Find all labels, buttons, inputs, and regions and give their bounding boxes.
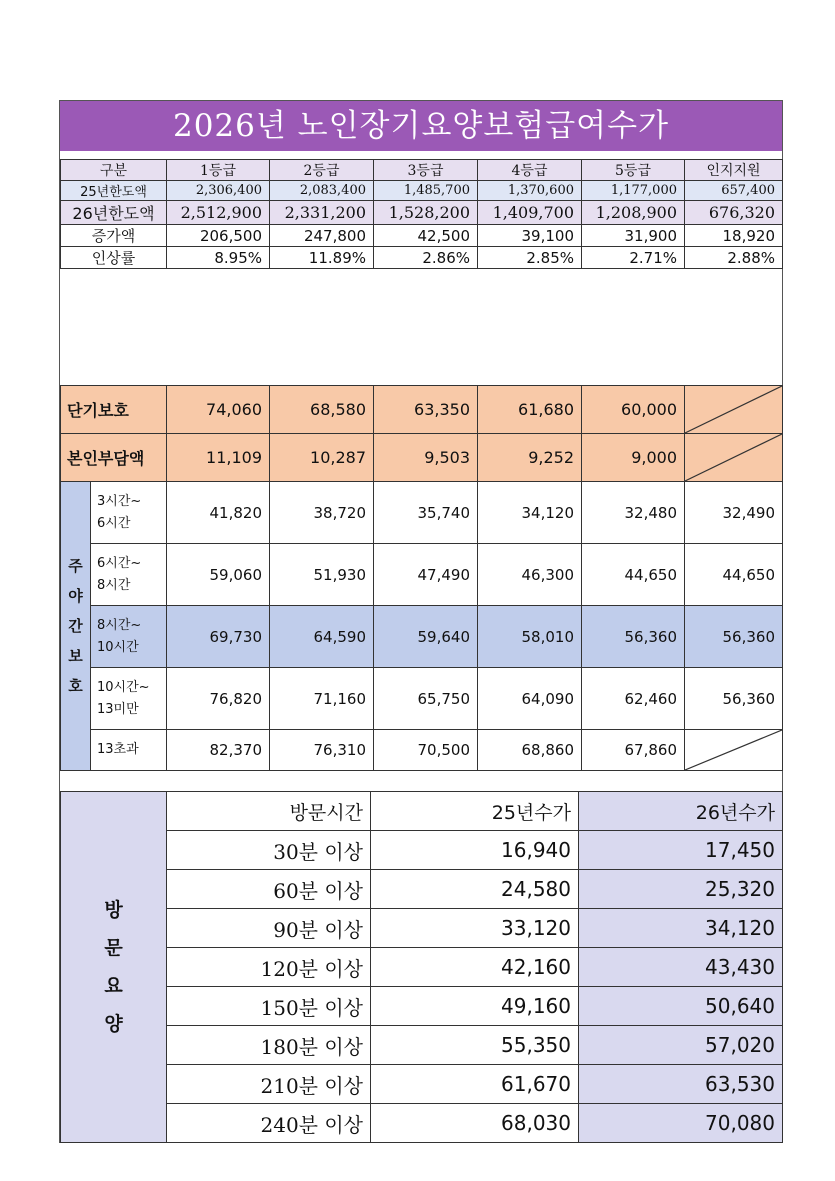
label-char: 보 <box>68 647 83 665</box>
table-cell: 59,640 <box>374 606 478 668</box>
table-cell: 76,820 <box>167 668 270 730</box>
table-cell: 11,109 <box>167 434 270 482</box>
table-row <box>61 247 783 269</box>
table-cell: 34,120 <box>478 482 582 544</box>
table-cell: 2,306,400 <box>167 181 270 201</box>
table-row <box>61 1026 783 1065</box>
table-row <box>61 181 783 201</box>
visit-time-cell: 150분 이상 <box>167 987 371 1026</box>
table-cell: 18,920 <box>685 225 783 247</box>
visit-time-cell: 180분 이상 <box>167 1026 371 1065</box>
label-char: 주 <box>68 557 83 575</box>
table-header-row <box>61 160 783 181</box>
visit-time-cell: 90분 이상 <box>167 909 371 948</box>
home-visit-care-label <box>61 792 167 1143</box>
header-cell: 26년수가 <box>579 792 783 831</box>
table-cell: 56,360 <box>685 606 783 668</box>
table-cell: 1,208,900 <box>582 201 685 225</box>
table-row <box>61 225 783 247</box>
table-cell: 61,670 <box>371 1065 579 1104</box>
table-header-row <box>61 792 783 831</box>
header-cell: 방문시간 <box>167 792 371 831</box>
row-label: 26년한도액 <box>61 201 167 225</box>
diagonal-line <box>685 730 782 770</box>
visit-time-cell: 120분 이상 <box>167 948 371 987</box>
empty-diagonal-cell <box>685 386 783 434</box>
table-cell: 44,650 <box>582 544 685 606</box>
label-line: 13미만 <box>97 701 139 717</box>
table-cell: 25,320 <box>579 870 783 909</box>
table-cell: 55,350 <box>371 1026 579 1065</box>
table-cell: 64,590 <box>270 606 374 668</box>
table-cell: 2.85% <box>478 247 582 269</box>
header-cell: 2등급 <box>270 160 374 181</box>
table-cell: 1,177,000 <box>582 181 685 201</box>
table-cell: 9,000 <box>582 434 685 482</box>
table-cell: 43,430 <box>579 948 783 987</box>
table-cell: 56,360 <box>582 606 685 668</box>
table-cell: 63,350 <box>374 386 478 434</box>
table-cell: 69,730 <box>167 606 270 668</box>
label-char: 방 <box>104 899 123 921</box>
table-cell: 247,800 <box>270 225 374 247</box>
table-row <box>61 544 783 606</box>
label-char: 요 <box>104 975 123 997</box>
table-cell: 42,500 <box>374 225 478 247</box>
table-row-highlighted <box>61 606 783 668</box>
table-cell: 2.86% <box>374 247 478 269</box>
table-cell: 2,083,400 <box>270 181 374 201</box>
label-line: 10시간~ <box>97 679 150 695</box>
table-row <box>61 668 783 730</box>
table-cell: 32,490 <box>685 482 783 544</box>
table-cell: 2,512,900 <box>167 201 270 225</box>
table-cell: 49,160 <box>371 987 579 1026</box>
row-label: 본인부담액 <box>61 434 167 482</box>
table-cell: 68,860 <box>478 730 582 771</box>
header-cell: 인지지원 <box>685 160 783 181</box>
label-line: 8시간~ <box>97 617 142 633</box>
table-cell: 68,580 <box>270 386 374 434</box>
care-fee-table <box>60 385 783 771</box>
row-label: 증가액 <box>61 225 167 247</box>
table-cell: 46,300 <box>478 544 582 606</box>
table-cell: 8.95% <box>167 247 270 269</box>
label-line: 10시간 <box>97 639 139 655</box>
table-cell: 32,480 <box>582 482 685 544</box>
table-cell: 1,485,700 <box>374 181 478 201</box>
table-cell: 71,160 <box>270 668 374 730</box>
table-cell: 56,360 <box>685 668 783 730</box>
table-row <box>61 730 783 771</box>
label-char: 양 <box>104 1013 123 1035</box>
table-row <box>61 1104 783 1143</box>
label-char: 호 <box>68 677 83 695</box>
table-cell: 24,580 <box>371 870 579 909</box>
visit-time-cell: 210분 이상 <box>167 1065 371 1104</box>
table-cell: 2,331,200 <box>270 201 374 225</box>
table-cell: 33,120 <box>371 909 579 948</box>
table-cell: 42,160 <box>371 948 579 987</box>
table-cell: 82,370 <box>167 730 270 771</box>
label-line: 8시간 <box>97 577 131 593</box>
table-cell: 657,400 <box>685 181 783 201</box>
table-cell: 1,528,200 <box>374 201 478 225</box>
table-cell: 57,020 <box>579 1026 783 1065</box>
document-title: 2026년 노인장기요양보험급여수가 <box>60 101 782 151</box>
row-label <box>91 668 167 730</box>
table-row <box>61 948 783 987</box>
header-cell: 3등급 <box>374 160 478 181</box>
empty-diagonal-cell <box>685 434 783 482</box>
table-cell: 2.88% <box>685 247 783 269</box>
row-label: 단기보호 <box>61 386 167 434</box>
label-line: 6시간~ <box>97 555 142 571</box>
table-cell: 31,900 <box>582 225 685 247</box>
table-row <box>61 201 783 225</box>
header-cell: 1등급 <box>167 160 270 181</box>
table-cell: 1,409,700 <box>478 201 582 225</box>
label-line: 6시간 <box>97 515 131 531</box>
table-cell: 11.89% <box>270 247 374 269</box>
table-row <box>61 870 783 909</box>
header-cell: 25년수가 <box>371 792 579 831</box>
table-cell: 1,370,600 <box>478 181 582 201</box>
table-cell: 67,860 <box>582 730 685 771</box>
table-cell: 65,750 <box>374 668 478 730</box>
table-cell: 39,100 <box>478 225 582 247</box>
header-cell: 5등급 <box>582 160 685 181</box>
table-cell: 70,500 <box>374 730 478 771</box>
table-cell: 206,500 <box>167 225 270 247</box>
table-cell: 58,010 <box>478 606 582 668</box>
visit-time-cell: 60분 이상 <box>167 870 371 909</box>
row-label <box>91 482 167 544</box>
header-cell: 구분 <box>61 160 167 181</box>
row-label: 인상률 <box>61 247 167 269</box>
home-visit-table <box>60 791 783 1143</box>
table-row <box>61 909 783 948</box>
table-cell: 10,287 <box>270 434 374 482</box>
label-char: 문 <box>104 937 123 959</box>
visit-time-cell: 30분 이상 <box>167 831 371 870</box>
table-cell: 76,310 <box>270 730 374 771</box>
table-cell: 47,490 <box>374 544 478 606</box>
table-cell: 9,503 <box>374 434 478 482</box>
table-cell: 59,060 <box>167 544 270 606</box>
visit-time-cell: 240분 이상 <box>167 1104 371 1143</box>
table-cell: 38,720 <box>270 482 374 544</box>
row-label <box>91 606 167 668</box>
label-line: 3시간~ <box>97 493 142 509</box>
table-cell: 68,030 <box>371 1104 579 1143</box>
table-cell: 63,530 <box>579 1065 783 1104</box>
table-cell: 64,090 <box>478 668 582 730</box>
row-label: 25년한도액 <box>61 181 167 201</box>
row-label <box>91 544 167 606</box>
table-cell: 60,000 <box>582 386 685 434</box>
table-cell: 50,640 <box>579 987 783 1026</box>
table-row <box>61 1065 783 1104</box>
table-cell: 17,450 <box>579 831 783 870</box>
row-label: 13초과 <box>91 730 167 771</box>
table-row <box>61 482 783 544</box>
header-cell: 4등급 <box>478 160 582 181</box>
table-row <box>61 987 783 1026</box>
table-cell: 61,680 <box>478 386 582 434</box>
table-row <box>61 386 783 434</box>
table-row <box>61 434 783 482</box>
diagonal-line <box>685 434 782 481</box>
table-cell: 51,930 <box>270 544 374 606</box>
label-char: 간 <box>68 617 83 635</box>
table-cell: 676,320 <box>685 201 783 225</box>
table-cell: 44,650 <box>685 544 783 606</box>
table-cell: 35,740 <box>374 482 478 544</box>
table-cell: 62,460 <box>582 668 685 730</box>
table-cell: 70,080 <box>579 1104 783 1143</box>
table-row <box>61 831 783 870</box>
table-cell: 41,820 <box>167 482 270 544</box>
empty-diagonal-cell <box>685 730 783 771</box>
label-char: 야 <box>68 587 83 605</box>
table-cell: 34,120 <box>579 909 783 948</box>
grade-limit-table <box>60 159 783 269</box>
day-night-care-label <box>61 482 91 771</box>
diagonal-line <box>685 386 782 433</box>
table-cell: 2.71% <box>582 247 685 269</box>
table-cell: 74,060 <box>167 386 270 434</box>
table-cell: 9,252 <box>478 434 582 482</box>
table-cell: 16,940 <box>371 831 579 870</box>
